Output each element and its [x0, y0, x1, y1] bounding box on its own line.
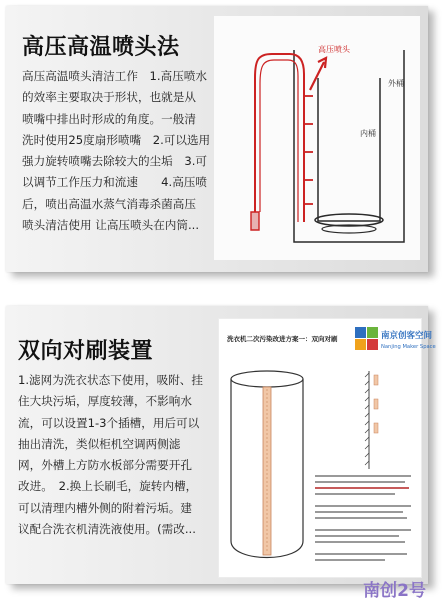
hose-line	[255, 54, 304, 222]
logo-name: 南京创客空间	[381, 331, 433, 341]
description-line: 后，喷出高温水蒸气消毒杀菌高压	[22, 196, 196, 211]
double-brush-card	[6, 306, 436, 584]
description-line: 流，可以设置1-3个插槽，用后可以	[18, 415, 200, 430]
brush-diagram-svg	[219, 319, 436, 577]
description-line: 议配合洗衣机清洗液使用。(需改...	[18, 522, 196, 537]
brush-diagram	[218, 318, 436, 578]
card-title: 双向对刷装置	[18, 339, 154, 364]
description-line: 网，外槽上方防水板部分需要开孔	[18, 458, 192, 473]
description-line: 洗时使用25度扇形喷嘴 2.可以选用	[22, 132, 211, 147]
drum-top	[231, 371, 303, 387]
nozzle-diagram	[214, 16, 420, 260]
high-pressure-nozzle-card	[6, 6, 428, 272]
annotation-notes	[315, 475, 411, 561]
inner-tub-outline	[318, 78, 380, 221]
watermark-label: 南创2号	[363, 581, 426, 601]
arrow-icon	[310, 62, 324, 90]
label-nozzle: 高压喷头	[318, 45, 350, 54]
description-line: 高压高温喷头清洁工作 1.高压喷水	[22, 69, 207, 83]
description-line: 可以清理内槽外侧的附着污垢。建	[18, 500, 192, 515]
card-description	[22, 66, 210, 236]
label-outer-tub: 外桶	[388, 79, 404, 88]
doc-title: 洗衣机二次污染改进方案一：双向对刷	[227, 335, 338, 343]
description-line: 的效率主要取决于形状，也就是从	[22, 90, 196, 105]
description-line: 喷嘴中排出时形成的角度。一般清	[22, 111, 196, 126]
maker-space-logo	[355, 327, 436, 350]
nozzle-diagram-svg	[214, 16, 420, 260]
card-description	[18, 370, 203, 540]
description-line: 喷头清洁使用 让高压喷头在内筒...	[22, 218, 200, 233]
description-line: 以调节工作压力和流速 4.高压喷	[22, 175, 207, 190]
logo-sub: Nanjing Maker Space	[381, 344, 436, 350]
card-title: 高压高温喷头法	[22, 35, 180, 60]
label-inner-tub: 内桶	[360, 129, 376, 138]
water-pump-box	[251, 212, 259, 230]
description-line: 1.滤网为洗衣状态下使用，吸附、挂	[18, 373, 203, 387]
description-line: 强力旋转喷嘴去除较大的尘垢 3.可	[22, 154, 207, 169]
description-line: 抽出清洗，类似柜机空调两侧滤	[18, 436, 181, 451]
description-line: 住大块污垢，厚度较薄，不影响水	[18, 394, 192, 409]
inner-tub-base	[315, 214, 383, 226]
description-line: 改进。 2.换上长刷毛，旋转内槽，	[18, 479, 198, 494]
hose-line-inner	[260, 60, 298, 222]
